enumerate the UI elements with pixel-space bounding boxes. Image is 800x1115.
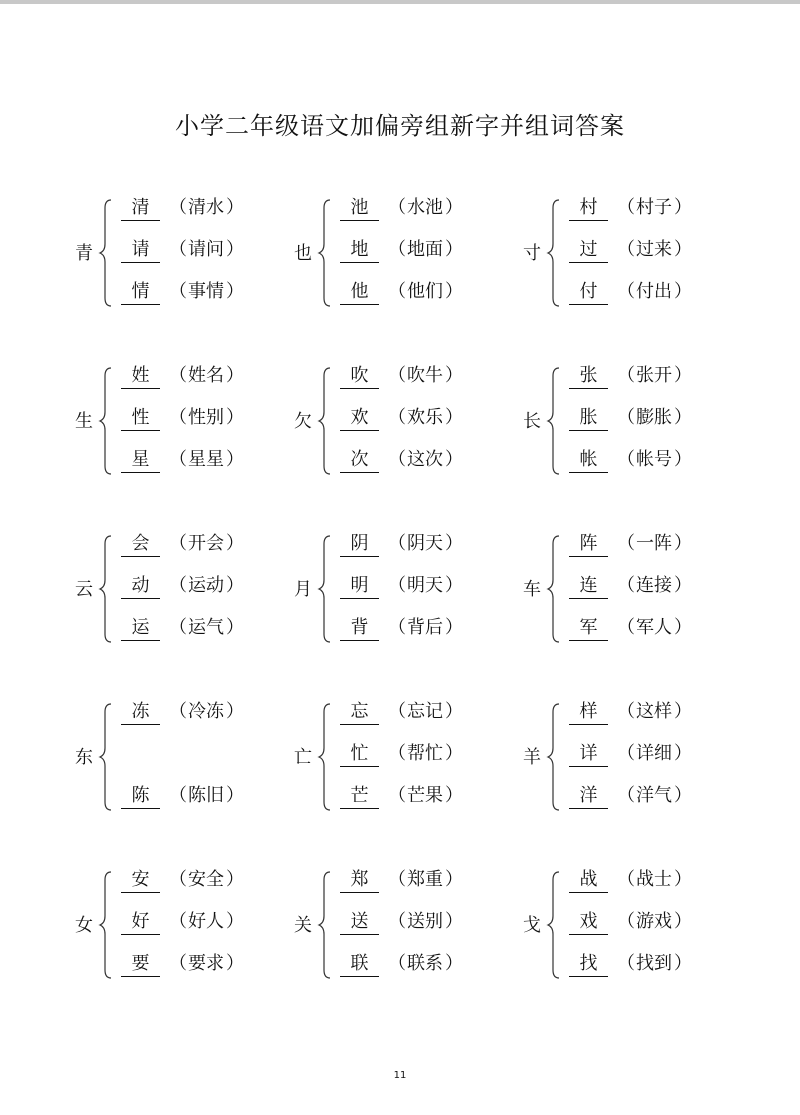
character-group (75, 365, 285, 486)
example-word: 事情 (188, 281, 224, 302)
character-group (523, 365, 733, 486)
example-word: 好人 (188, 911, 224, 932)
top-border (0, 0, 800, 4)
brace-icon (316, 534, 332, 644)
left-paren: （ (617, 953, 635, 974)
example-word: 清水 (188, 197, 224, 218)
right-paren: ） (674, 365, 692, 386)
example-word: 明天 (407, 575, 443, 596)
left-paren: （ (388, 239, 406, 260)
right-paren: ） (226, 449, 244, 470)
left-paren: （ (388, 911, 406, 932)
left-paren: （ (169, 533, 187, 554)
left-paren: （ (617, 281, 635, 302)
left-paren: （ (169, 953, 187, 974)
example-word: 欢乐 (407, 407, 443, 428)
answer-character: 动 (121, 574, 160, 599)
base-character: 长 (523, 411, 541, 432)
brace-icon (97, 534, 113, 644)
brace-icon (545, 870, 561, 980)
answer-character: 忙 (340, 742, 379, 767)
example-word: 吹牛 (407, 365, 443, 386)
right-paren: ） (445, 785, 463, 806)
right-paren: ） (226, 911, 244, 932)
right-paren: ） (674, 785, 692, 806)
example-word: 星星 (188, 449, 224, 470)
base-character: 东 (75, 747, 93, 768)
example-word: 一阵 (636, 533, 672, 554)
right-paren: ） (445, 953, 463, 974)
base-character: 亡 (294, 747, 312, 768)
base-character: 关 (294, 915, 312, 936)
left-paren: （ (617, 911, 635, 932)
left-paren: （ (169, 407, 187, 428)
left-paren: （ (617, 785, 635, 806)
right-paren: ） (674, 239, 692, 260)
character-group (75, 533, 285, 654)
right-paren: ） (445, 239, 463, 260)
answer-character: 安 (121, 868, 160, 893)
brace-icon (545, 198, 561, 308)
brace-icon (316, 870, 332, 980)
right-paren: ） (226, 575, 244, 596)
right-paren: ） (445, 197, 463, 218)
example-word: 芒果 (407, 785, 443, 806)
brace-icon (97, 198, 113, 308)
left-paren: （ (169, 197, 187, 218)
example-word: 战士 (636, 869, 672, 890)
left-paren: （ (169, 449, 187, 470)
right-paren: ） (445, 911, 463, 932)
character-group (294, 533, 504, 654)
brace-icon (316, 198, 332, 308)
example-word: 这次 (407, 449, 443, 470)
answer-character: 性 (121, 406, 160, 431)
left-paren: （ (388, 743, 406, 764)
brace-icon (316, 366, 332, 476)
answer-character: 清 (121, 196, 160, 221)
answer-character: 要 (121, 952, 160, 977)
brace-icon (97, 366, 113, 476)
right-paren: ） (674, 911, 692, 932)
example-word: 阴天 (407, 533, 443, 554)
left-paren: （ (617, 575, 635, 596)
example-word: 联系 (407, 953, 443, 974)
left-paren: （ (617, 533, 635, 554)
left-paren: （ (388, 449, 406, 470)
left-paren: （ (169, 281, 187, 302)
right-paren: ） (445, 575, 463, 596)
left-paren: （ (617, 869, 635, 890)
base-character: 也 (294, 243, 312, 264)
right-paren: ） (226, 281, 244, 302)
right-paren: ） (226, 197, 244, 218)
right-paren: ） (226, 365, 244, 386)
answer-character: 吹 (340, 364, 379, 389)
answer-character: 连 (569, 574, 608, 599)
answer-character: 好 (121, 910, 160, 935)
left-paren: （ (388, 365, 406, 386)
right-paren: ） (226, 533, 244, 554)
base-character: 欠 (294, 411, 312, 432)
example-word: 洋气 (636, 785, 672, 806)
left-paren: （ (388, 701, 406, 722)
right-paren: ） (445, 449, 463, 470)
answer-character: 情 (121, 280, 160, 305)
right-paren: ） (226, 407, 244, 428)
example-word: 姓名 (188, 365, 224, 386)
left-paren: （ (169, 365, 187, 386)
right-paren: ） (226, 953, 244, 974)
left-paren: （ (617, 197, 635, 218)
base-character: 戈 (523, 915, 541, 936)
answer-character: 姓 (121, 364, 160, 389)
right-paren: ） (674, 281, 692, 302)
answer-character: 胀 (569, 406, 608, 431)
left-paren: （ (169, 785, 187, 806)
answer-character: 欢 (340, 406, 379, 431)
left-paren: （ (388, 281, 406, 302)
example-word: 郑重 (407, 869, 443, 890)
character-group (523, 197, 733, 318)
answer-character: 找 (569, 952, 608, 977)
right-paren: ） (674, 407, 692, 428)
left-paren: （ (388, 575, 406, 596)
left-paren: （ (388, 785, 406, 806)
right-paren: ） (674, 701, 692, 722)
example-word: 性别 (188, 407, 224, 428)
right-paren: ） (674, 533, 692, 554)
brace-icon (316, 702, 332, 812)
answer-character: 过 (569, 238, 608, 263)
character-group (75, 197, 285, 318)
answer-character: 郑 (340, 868, 379, 893)
example-word: 陈旧 (188, 785, 224, 806)
example-word: 详细 (636, 743, 672, 764)
right-paren: ） (674, 743, 692, 764)
answer-character: 会 (121, 532, 160, 557)
left-paren: （ (169, 239, 187, 260)
example-word: 付出 (636, 281, 672, 302)
right-paren: ） (226, 785, 244, 806)
base-character: 寸 (523, 243, 541, 264)
example-word: 冷冻 (188, 701, 224, 722)
left-paren: （ (388, 407, 406, 428)
character-group (294, 365, 504, 486)
answer-character: 忘 (340, 700, 379, 725)
base-character: 车 (523, 579, 541, 600)
example-word: 这样 (636, 701, 672, 722)
answer-character: 地 (340, 238, 379, 263)
left-paren: （ (388, 197, 406, 218)
answer-character: 池 (340, 196, 379, 221)
base-character: 生 (75, 411, 93, 432)
character-group (294, 197, 504, 318)
example-word: 运气 (188, 617, 224, 638)
brace-icon (545, 366, 561, 476)
answer-character: 请 (121, 238, 160, 263)
character-group (523, 533, 733, 654)
example-word: 背后 (407, 617, 443, 638)
left-paren: （ (617, 701, 635, 722)
answer-character: 星 (121, 448, 160, 473)
right-paren: ） (674, 869, 692, 890)
right-paren: ） (445, 365, 463, 386)
left-paren: （ (388, 869, 406, 890)
answer-character: 明 (340, 574, 379, 599)
page-title: 小学二年级语文加偏旁组新字并组词答案 (175, 112, 625, 140)
character-group (75, 701, 285, 822)
right-paren: ） (226, 617, 244, 638)
base-character: 羊 (523, 747, 541, 768)
answer-character: 联 (340, 952, 379, 977)
answer-character: 战 (569, 868, 608, 893)
example-word: 开会 (188, 533, 224, 554)
right-paren: ） (226, 239, 244, 260)
right-paren: ） (674, 953, 692, 974)
answer-character: 阵 (569, 532, 608, 557)
base-character: 月 (294, 579, 312, 600)
left-paren: （ (169, 911, 187, 932)
base-character: 云 (75, 579, 93, 600)
left-paren: （ (617, 365, 635, 386)
example-word: 运动 (188, 575, 224, 596)
answer-character: 他 (340, 280, 379, 305)
left-paren: （ (617, 743, 635, 764)
example-word: 帮忙 (407, 743, 443, 764)
left-paren: （ (169, 575, 187, 596)
right-paren: ） (445, 743, 463, 764)
right-paren: ） (674, 617, 692, 638)
answer-character: 样 (569, 700, 608, 725)
example-word: 膨胀 (636, 407, 672, 428)
answer-character: 村 (569, 196, 608, 221)
base-character: 青 (75, 243, 93, 264)
right-paren: ） (445, 869, 463, 890)
character-group (523, 701, 733, 822)
left-paren: （ (617, 617, 635, 638)
example-word: 请问 (188, 239, 224, 260)
example-word: 水池 (407, 197, 443, 218)
left-paren: （ (388, 953, 406, 974)
answer-character: 冻 (121, 700, 160, 725)
answer-character: 送 (340, 910, 379, 935)
answer-character: 背 (340, 616, 379, 641)
character-group (294, 701, 504, 822)
right-paren: ） (445, 701, 463, 722)
left-paren: （ (169, 869, 187, 890)
page-number: 11 (393, 1070, 407, 1081)
example-word: 张开 (636, 365, 672, 386)
example-word: 找到 (636, 953, 672, 974)
character-group (523, 869, 733, 990)
answer-character: 付 (569, 280, 608, 305)
left-paren: （ (169, 617, 187, 638)
left-paren: （ (388, 533, 406, 554)
example-word: 游戏 (636, 911, 672, 932)
left-paren: （ (388, 617, 406, 638)
right-paren: ） (445, 533, 463, 554)
brace-icon (97, 870, 113, 980)
right-paren: ） (445, 407, 463, 428)
example-word: 村子 (636, 197, 672, 218)
left-paren: （ (617, 407, 635, 428)
right-paren: ） (226, 701, 244, 722)
answer-character: 详 (569, 742, 608, 767)
left-paren: （ (617, 449, 635, 470)
answer-character: 戏 (569, 910, 608, 935)
example-word: 忘记 (407, 701, 443, 722)
answer-character: 张 (569, 364, 608, 389)
right-paren: ） (674, 449, 692, 470)
right-paren: ） (445, 281, 463, 302)
answer-character: 洋 (569, 784, 608, 809)
example-word: 过来 (636, 239, 672, 260)
example-word: 要求 (188, 953, 224, 974)
example-word: 送别 (407, 911, 443, 932)
character-group (294, 869, 504, 990)
right-paren: ） (445, 617, 463, 638)
left-paren: （ (617, 239, 635, 260)
example-word: 地面 (407, 239, 443, 260)
answer-character: 帐 (569, 448, 608, 473)
answer-character: 阴 (340, 532, 379, 557)
example-word: 安全 (188, 869, 224, 890)
left-paren: （ (169, 701, 187, 722)
right-paren: ） (226, 869, 244, 890)
right-paren: ） (674, 575, 692, 596)
example-word: 连接 (636, 575, 672, 596)
brace-icon (545, 702, 561, 812)
answer-character: 芒 (340, 784, 379, 809)
right-paren: ） (674, 197, 692, 218)
answer-character: 次 (340, 448, 379, 473)
character-group (75, 869, 285, 990)
example-word: 帐号 (636, 449, 672, 470)
example-word: 他们 (407, 281, 443, 302)
answer-character: 军 (569, 616, 608, 641)
answer-character: 运 (121, 616, 160, 641)
answer-character: 陈 (121, 784, 160, 809)
example-word: 军人 (636, 617, 672, 638)
base-character: 女 (75, 915, 93, 936)
brace-icon (545, 534, 561, 644)
brace-icon (97, 702, 113, 812)
